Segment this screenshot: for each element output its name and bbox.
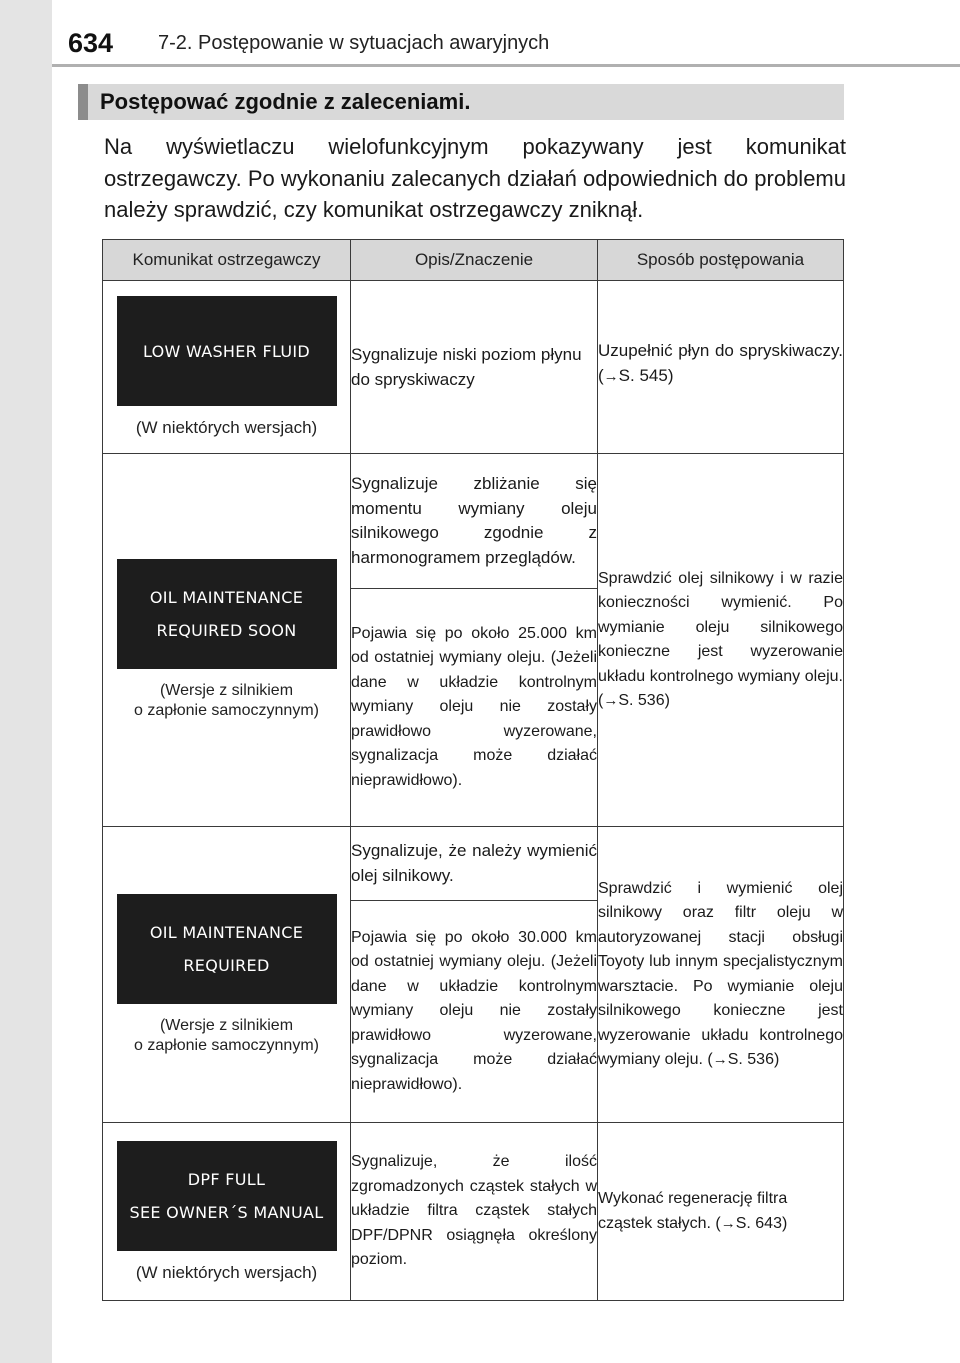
header-rule — [52, 64, 960, 67]
display-screen — [117, 559, 337, 669]
description-cell: Sygnalizuje, że należy wymienić olej silnikowy. — [351, 827, 598, 901]
display-text-line-2: REQUIRED — [183, 955, 270, 975]
action-cell — [598, 454, 844, 827]
warning-message-cell — [103, 454, 351, 827]
version-caption — [103, 681, 350, 721]
table-row — [103, 1123, 844, 1301]
page-margin-band — [0, 0, 52, 1363]
page-reference: S. 643) — [735, 1214, 788, 1232]
action-text: Sprawdzić olej silnikowy i w razie konieczności wymienić. Po wymianie oleju silnikowego konieczne jest wyzerowanie układu kontrolnego wymiany oleju. ( — [598, 569, 843, 709]
action-cell — [598, 827, 844, 1123]
display-text-line-1: OIL MAINTENANCE — [149, 588, 304, 607]
warning-message-cell — [103, 281, 351, 454]
caption-line-1: (Wersje z silnikiem — [159, 682, 294, 699]
display-screen — [117, 1141, 337, 1251]
table-row — [103, 454, 844, 589]
column-header-description: Opis/Znaczenie — [351, 240, 598, 281]
column-header-message: Komunikat ostrzegawczy — [103, 240, 351, 281]
version-caption: (W niektórych wersjach) — [135, 1262, 318, 1282]
action-cell — [598, 281, 844, 454]
display-text-line-2: SEE OWNER´S MANUAL — [129, 1202, 324, 1222]
description-cell: Sygnalizuje zbliżanie się momentu wymiany oleju silnikowego zgodnie z harmonogramem przeglądów. — [351, 454, 598, 589]
display-screen — [117, 894, 337, 1004]
page-reference: S. 536) — [727, 1051, 780, 1068]
display-text-line-1: DPF FULL — [187, 1169, 266, 1189]
table-row — [103, 827, 844, 901]
display-screen — [117, 296, 337, 406]
warning-message-cell — [103, 1123, 351, 1301]
column-header-action: Sposób postępowania — [598, 240, 844, 281]
reference-arrow-icon: → — [720, 1214, 736, 1232]
caption-line-1: (Wersje z silnikiem — [159, 1016, 294, 1034]
display-text: LOW WASHER FLUID — [142, 341, 311, 361]
warning-messages-table — [102, 239, 844, 1301]
warning-message-cell — [103, 827, 351, 1123]
reference-arrow-icon: → — [712, 1051, 728, 1068]
reference-arrow-icon: → — [603, 692, 619, 709]
table-row — [103, 281, 844, 454]
version-caption — [103, 1016, 350, 1056]
version-caption: (W niektórych wersjach) — [135, 418, 318, 437]
description-cell: Pojawia się po około 25.000 km od ostatniej wymiany oleju. (Jeżeli dane w układzie kontrolnym wymiany oleju nie zostały prawidłowo wyzerowane, sygnalizacja może działać nieprawidłowo). — [351, 589, 598, 827]
action-cell — [598, 1123, 844, 1301]
reference-arrow-icon: → — [603, 367, 619, 385]
caption-line-2: o zapłonie samoczynnym) — [134, 1036, 319, 1054]
action-text: Uzupełnić płyn do spryskiwaczy. ( — [598, 341, 843, 385]
section-title — [78, 84, 844, 120]
page-number: 634 — [68, 28, 114, 58]
display-text-line-2: REQUIRED SOON — [156, 621, 297, 640]
description-cell: Sygnalizuje niski poziom płynu do spryskiwaczy — [351, 281, 598, 454]
table-header-row — [103, 240, 844, 281]
description-cell: Sygnalizuje, że ilość zgromadzonych cząstek stałych w układzie filtra cząstek stałych DPF/DPNR osiągnęła określony poziom. — [351, 1123, 598, 1301]
chapter-title: 7-2. Postępowanie w sytuacjach awaryjnych — [158, 32, 550, 54]
action-text: Sprawdzić i wymienić olej silnikowy oraz filtr oleju w autoryzowanej stacji obsługi Toyoty lub innym specjalistycznym warsztacie. Po wymianie oleju silnikowego konieczne jest wyzerowanie układu kontrolnego wymiany oleju. ( — [598, 879, 843, 1068]
action-text: Wykonać regenerację filtra cząstek stałych. ( — [598, 1190, 788, 1232]
intro-paragraph: Na wyświetlaczu wielofunkcyjnym pokazywany jest komunikat ostrzegawczy. Po wykonaniu zalecanych działań odpowiednich do problemu należy sprawdzić, czy komunikat ostrzegawczy zniknął. — [104, 134, 846, 222]
page-reference: S. 545) — [618, 365, 674, 385]
display-text-line-1: OIL MAINTENANCE — [149, 922, 304, 942]
page-reference: S. 536) — [618, 692, 670, 709]
section-title-text: Postępować zgodnie z zaleceniami. — [100, 89, 471, 114]
description-cell: Pojawia się po około 30.000 km od ostatniej wymiany oleju. (Jeżeli dane w układzie kontrolnym wymiany oleju nie zostały prawidłowo wyzerowane, sygnalizacja może działać nieprawidłowo). — [351, 901, 598, 1123]
caption-line-2: o zapłonie samoczynnym) — [134, 702, 319, 719]
